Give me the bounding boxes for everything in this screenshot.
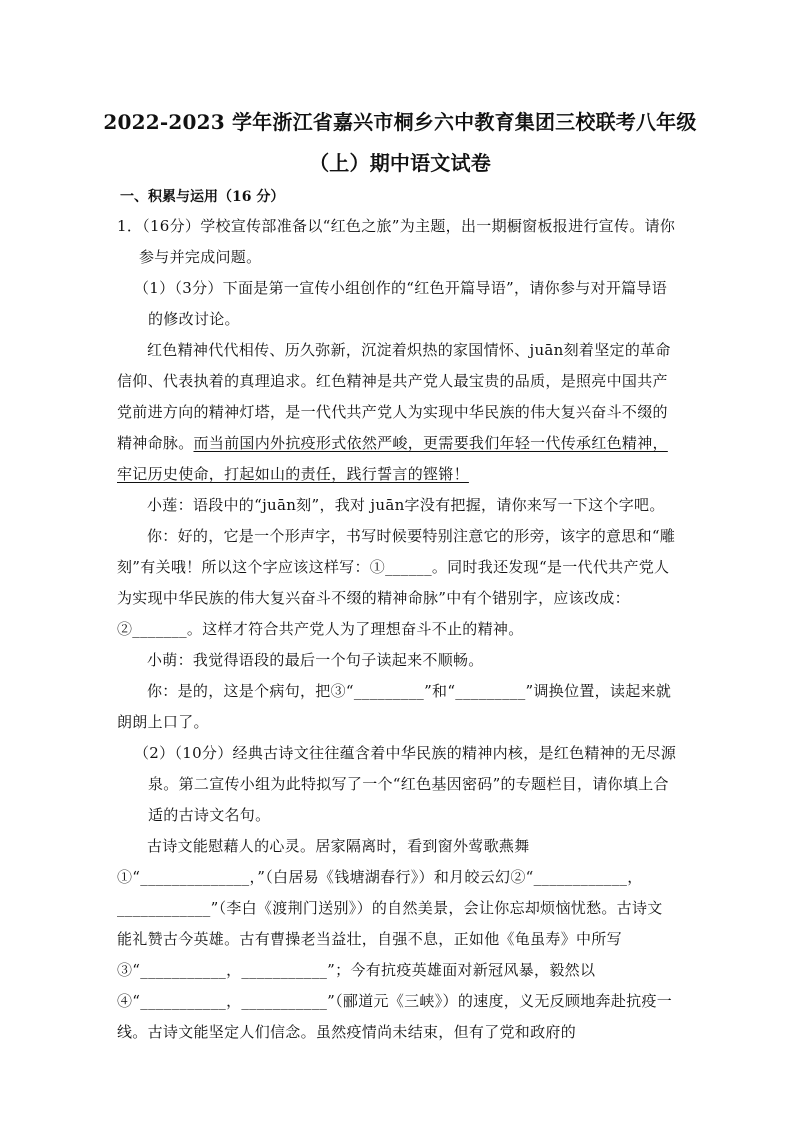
passage-classical-poems: 古诗文能慰藉人的心灵。居家隔离时，看到窗外莺歌燕舞①“______________，”（白居易《钱塘湖春行》）和月皎云幻②“____________，____________”（李白《渡荆门送别》）的自然美景，会让你忘却烦恼忧愁。古诗文能礼赞古今英雄。古有曹操老当益壮，自强不息，正如他《龟虽寿》中所写③“___________，___________”；今有抗疫英雄面对新冠风暴，毅然以④“___________，___________”（郦道元《三峡》）的速度，义无反顾地奔赴抗疫一线。古诗文能坚定人们信念。虽然疫情尚未结束，但有了党和政府的 bbox=[117, 837, 673, 1041]
question-1-text: 1．（16分）学校宣传部准备以“红色之旅”为主题，出一期橱窗板报进行宣传。请你参与并完成问题。 bbox=[117, 217, 676, 266]
dialog-xiaolian: 小莲：语段中的“juān刻”，我对 juān字没有把握，请你来写一下这个字吧。 bbox=[147, 496, 665, 514]
question-1-part1-stem bbox=[134, 273, 677, 335]
part2-text: （2）（10分）经典古诗文往往蕴含着中华民族的精神内核，是红色精神的无尽源泉。第二宣传小组为此特拟写了一个“红色基因密码”的专题栏目，请你填上合适的古诗文名句。 bbox=[134, 744, 677, 824]
part1-text: （1）（3分）下面是第一宣传小组创作的“红色开篇导语”，请你参与对开篇导语的修改讨论。 bbox=[134, 279, 668, 328]
passage-red-spirit bbox=[117, 335, 677, 490]
exam-title-line1: 2022-2023 学年浙江省嘉兴市桐乡六中教育集团三校联考八年级 bbox=[103, 110, 697, 134]
passage-plain-text: 红色精神代代相传、历久弥新，沉淀着炽热的家国情怀、juān刻着坚定的革命信仰、代表执着的真理追求。红色精神是共产党人最宝贵的品质，是照亮中国共产党前进方向的精神灯塔，是一代代共产党人为实现中华民族的伟大复兴奋斗不缀的精神命脉。 bbox=[117, 341, 671, 452]
dialog-you-1: 你：好的，它是一个形声字，书写时候要特别注意它的形旁，该字的意思和“雕刻”有关哦！所以这个字应该这样写：①______。同时我还发现“是一代代共产党人为实现中华民族的伟大复兴奋斗不缀的精神命脉”中有个错别字，应该改成：②_______。这样才符合共产党人为了理想奋斗不止的精神。 bbox=[117, 527, 676, 638]
section-heading: 一、积累与运用（16 分） bbox=[120, 189, 285, 205]
question-1-part2-stem bbox=[134, 738, 677, 831]
dialog-you-2: 你：是的，这是个病句，把③“_________”和“_________”调换位置，读起来就朗朗上口了。 bbox=[117, 682, 672, 731]
question-1-stem bbox=[117, 211, 677, 273]
exam-title-line2: （上）期中语文试卷 bbox=[309, 151, 491, 175]
passage-underlined-sentence: 而当前国内外抗疫形式依然严峻，更需要我们年轻一代传承红色精神，牢记历史使命，打起如山的责任，践行誓言的铿锵！ bbox=[117, 434, 668, 483]
dialog-xiaomeng: 小萌：我觉得语段的最后一个句子读起来不顺畅。 bbox=[147, 651, 484, 669]
